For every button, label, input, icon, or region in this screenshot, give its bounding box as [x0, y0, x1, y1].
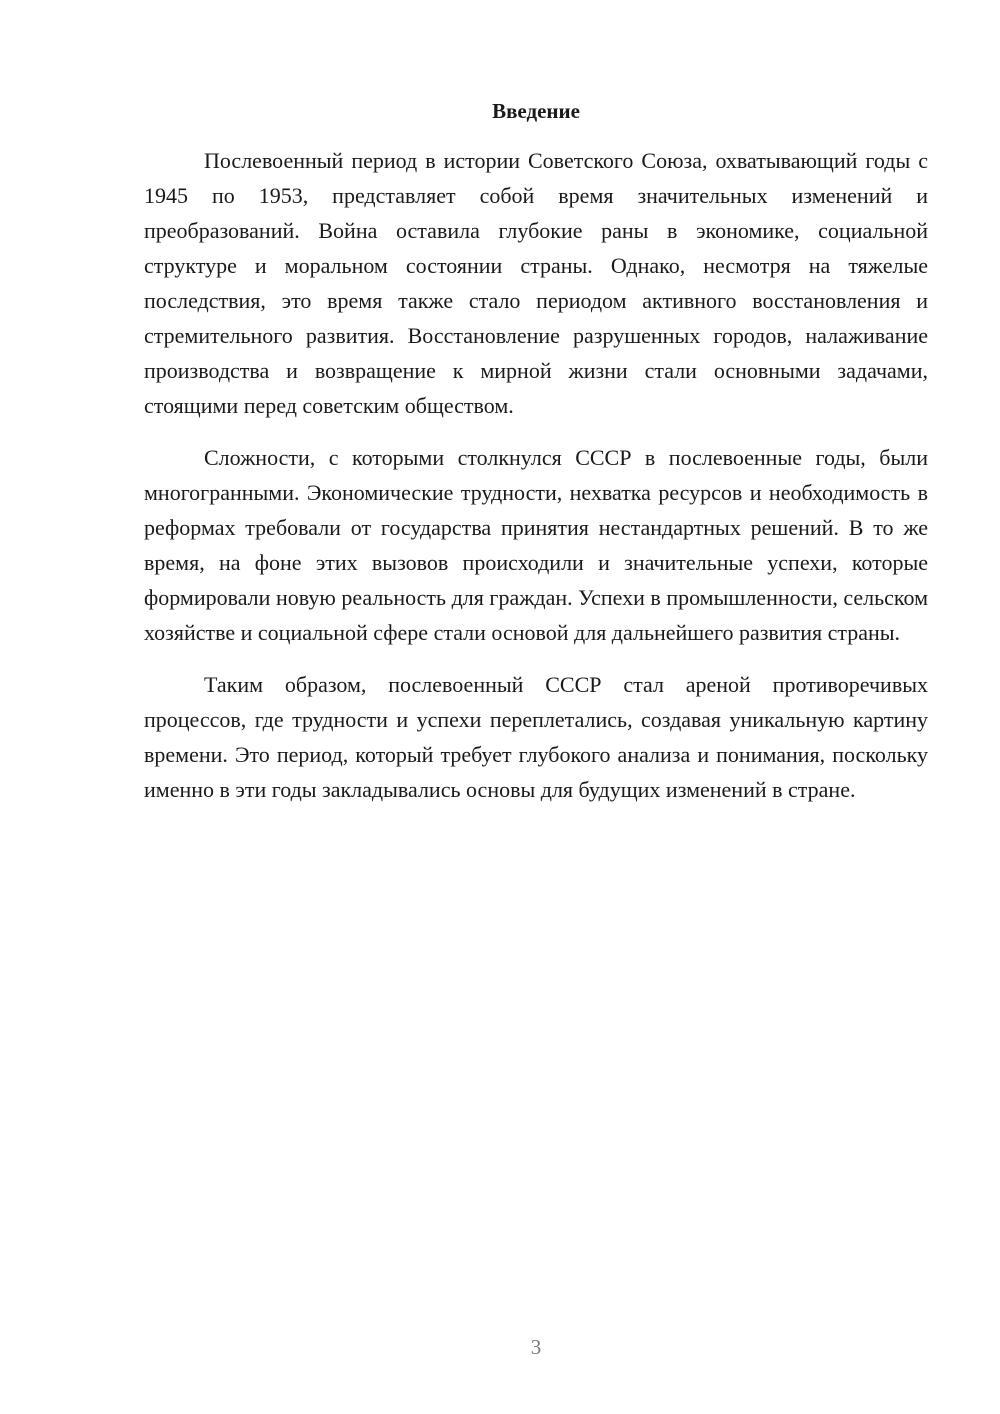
document-body	[144, 143, 928, 807]
paragraph-3: Таким образом, послевоенный СССР стал ареной противоречивых процессов, где трудности и успехи переплетались, создавая уникальную картину времени. Это период, который требует глубокого анализа и понимания, поскольку именно в эти годы закладывались основы для будущих изменений в стране.	[144, 672, 928, 802]
section-title: Введение	[492, 99, 580, 123]
paragraph-1: Послевоенный период в истории Советского Союза, охватывающий годы с 1945 по 1953, представляет собой время значительных изменений и преобразований. Война оставила глубокие раны в экономике, социальной структуре и моральном состоянии страны. Однако, несмотря на тяжелые последствия, это время также стало периодом активного восстановления и стремительного развития. Восстановление разрушенных городов, налаживание производства и возвращение к мирной жизни стали основными задачами, стоящими перед советским обществом.	[144, 148, 928, 418]
page-number: 3	[530, 1335, 542, 1359]
paragraph-2: Сложности, с которыми столкнулся СССР в послевоенные годы, были многогранными. Экономические трудности, нехватка ресурсов и необходимость в реформах требовали от государства принятия нестандартных решений. В то же время, на фоне этих вызовов происходили и значительные успехи, которые формировали новую реальность для граждан. Успехи в промышленности, сельском хозяйстве и социальной сфере стали основой для дальнейшего развития страны.	[144, 445, 928, 645]
